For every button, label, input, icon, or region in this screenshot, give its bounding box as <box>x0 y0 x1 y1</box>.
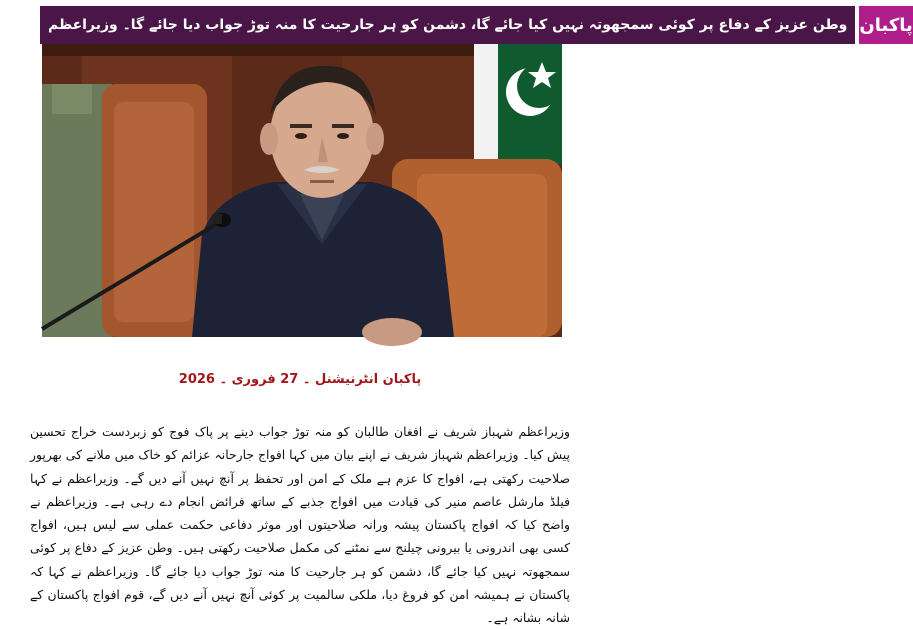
headline-banner <box>40 6 913 44</box>
brand-logo[interactable] <box>859 6 912 44</box>
headline-bar <box>40 6 855 44</box>
dateline: پاکبان انٹرنیشنل ۔ 27 فروری ۔ 2026 <box>178 372 422 387</box>
article-body: وزیراعظم شہباز شریف نے افغان طالبان کو منہ توڑ جواب دینے پر پاک فوج کو زبردست خراج تحسین پیش کیا۔ وزیراعظم شہباز شریف نے اپنے بیان میں کہا افواج جارحانہ عزائم کو خاک میں ملانے کی بھرپور صلاحیت رکھتی ہے، افواج کا عزم ہے ملک کے امن اور تحفظ پر آنچ نہیں آنے دیں گے۔ وزیراعظم نے کہا فیلڈ مارشل عاصم منیر کی قیادت میں افواج جذبے کے ساتھ فرائض انجام دے رہی ہے۔ وزیراعظم نے واضح کیا کہ افواج پاکستان پیشہ ورانہ صلاحیتوں اور موثر دفاعی حکمت عملی سے لیس ہیں، افواج کسی بھی اندرونی یا بیرونی چیلنج سے نمٹنے کی مکمل صلاحیت رکھتی ہیں۔ وطن عزیز کے دفاع پر کوئی سمجھوتہ نہیں کیا جائے گا، دشمن کو ہر جارحیت کا منہ توڑ جواب دیا جائے گا۔ وزیراعظم نے کہا کہ پاکستان نے ہمیشہ امن کو فروغ دیا، ملکی سالمیت پر کوئی آنچ نہیں آنے دیں گے، قوم افواج پاکستان کے شانہ بشانہ ہے۔ <box>30 424 570 626</box>
brand-name: پاکبان <box>859 14 913 36</box>
headline-text: وطن عزیز کے دفاع پر کوئی سمجھوتہ نہیں کیا جائے گا، دشمن کو ہر جارحیت کا منہ توڑ جواب دیا جائے گا۔ وزیراعظم <box>48 17 848 33</box>
news-photo <box>42 44 562 337</box>
